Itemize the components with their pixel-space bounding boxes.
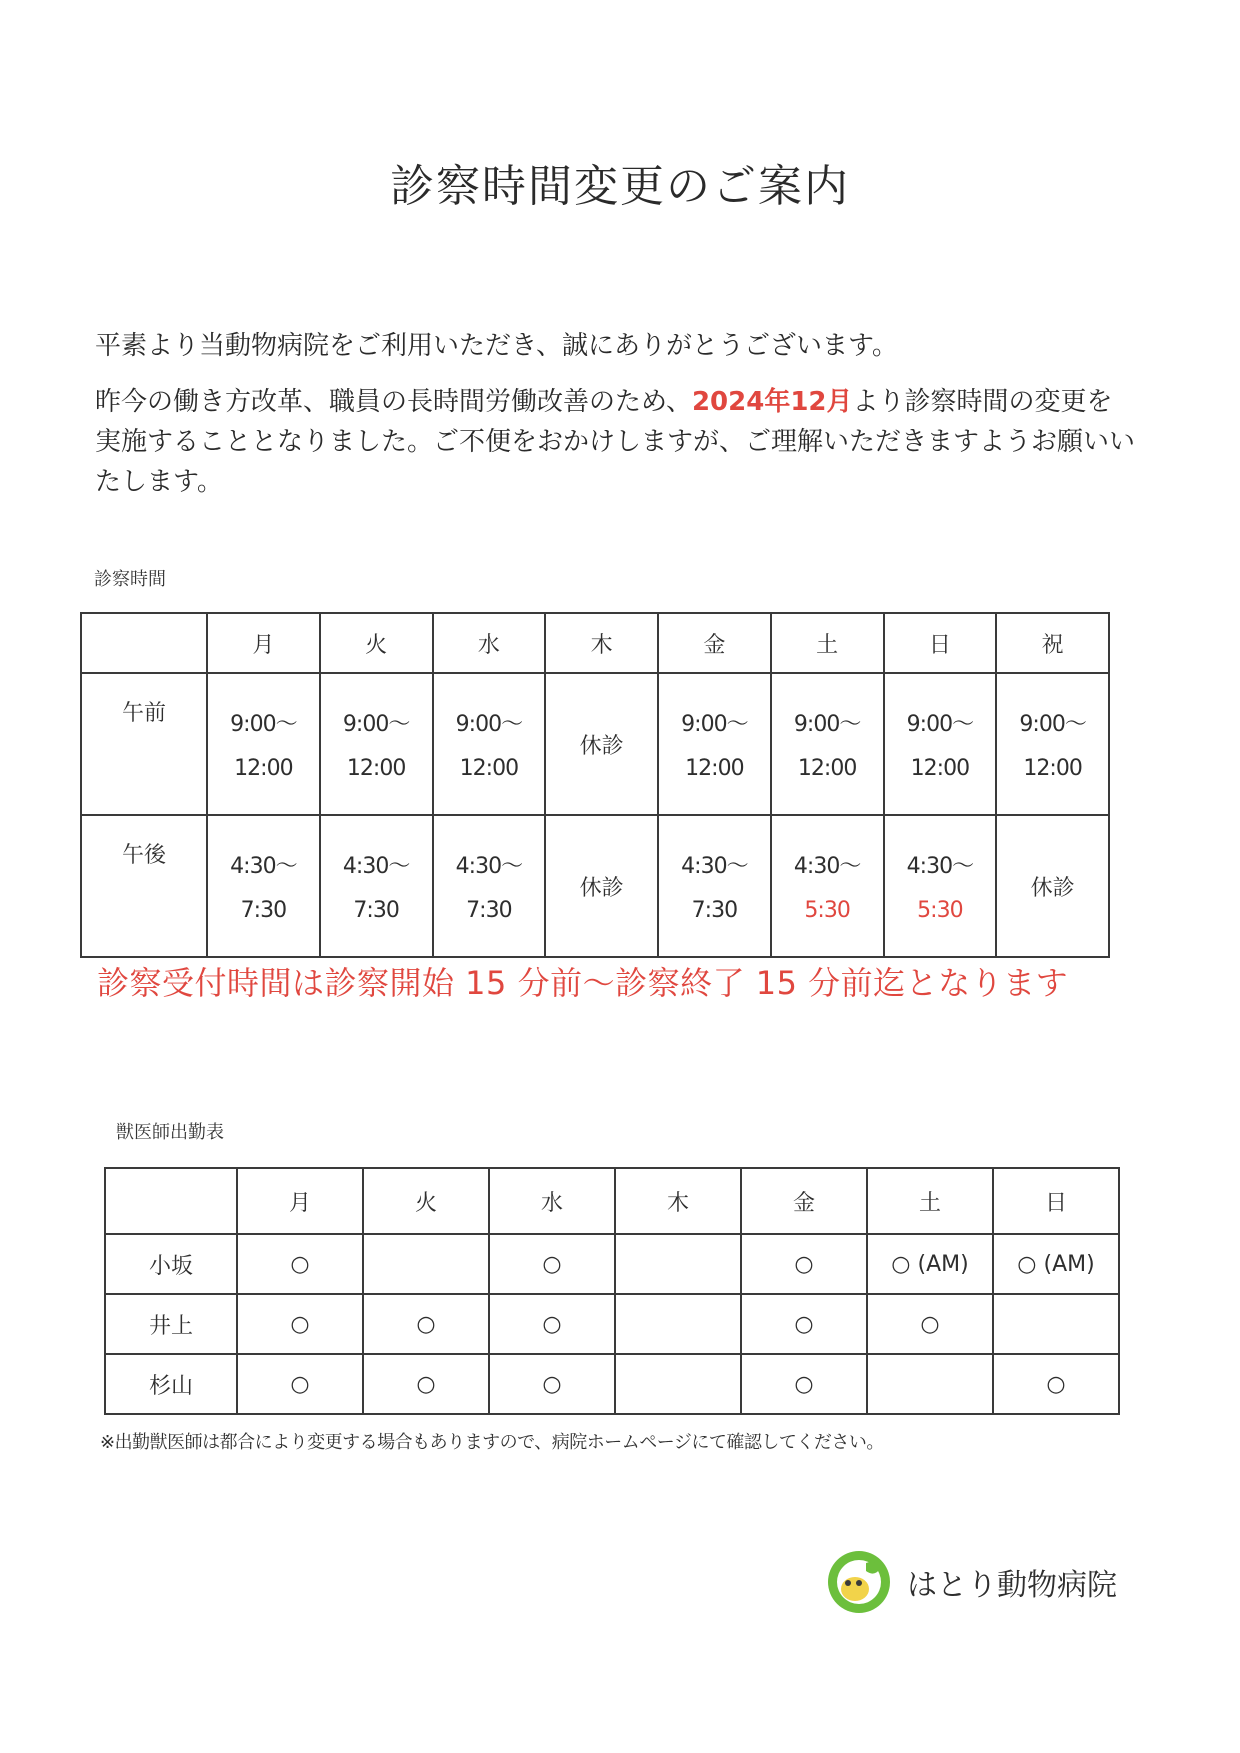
corner-cell — [81, 613, 207, 673]
close-time: 7:30 — [466, 898, 512, 923]
attendance-cell: ○ — [237, 1294, 363, 1354]
attendance-cell: ○ — [237, 1354, 363, 1414]
time-cell — [771, 815, 884, 957]
day-header: 月 — [207, 613, 320, 673]
schedule-row — [81, 815, 1109, 957]
open-time: 4:30～ — [906, 854, 974, 879]
close-time: 7:30 — [691, 898, 738, 923]
attendance-cell: ○ — [489, 1294, 615, 1354]
time-cell — [771, 673, 884, 815]
schedule-row — [81, 673, 1109, 815]
attendance-cell — [615, 1234, 741, 1294]
intro-paragraph-2 — [95, 382, 1135, 502]
attendance-cell: ○ — [741, 1294, 867, 1354]
day-header: 月 — [237, 1168, 363, 1234]
open-time: 9:00～ — [906, 712, 974, 737]
time-cell — [884, 815, 997, 957]
open-time: 4:30～ — [681, 854, 748, 879]
time-cell — [658, 815, 771, 957]
vet-attendance-table — [104, 1167, 1120, 1415]
time-cell — [320, 673, 433, 815]
day-header: 土 — [867, 1168, 993, 1234]
day-header: 日 — [993, 1168, 1119, 1234]
time-cell — [433, 673, 546, 815]
day-header: 火 — [320, 613, 433, 673]
open-time: 4:30～ — [793, 854, 861, 879]
day-header: 木 — [615, 1168, 741, 1234]
schedule-header-row — [81, 613, 1109, 673]
vet-name: 杉山 — [105, 1354, 237, 1414]
open-time: 9:00～ — [342, 712, 410, 737]
close-time: 7:30 — [240, 898, 287, 923]
page-title: 診察時間変更のご案内 — [390, 161, 850, 212]
open-time: 4:30～ — [342, 854, 410, 879]
attendance-cell — [993, 1294, 1119, 1354]
time-cell — [207, 673, 320, 815]
intro-paragraph-1: 平素より当動物病院をご利用いただき、誠にありがとうございます。 — [95, 331, 898, 361]
open-time: 9:00～ — [230, 712, 297, 737]
vet-name: 小坂 — [105, 1234, 237, 1294]
time-cell — [884, 673, 997, 815]
day-header: 火 — [363, 1168, 489, 1234]
attendance-cell — [615, 1294, 741, 1354]
closed-cell: 休診 — [545, 815, 658, 957]
attendance-cell: ○ — [489, 1354, 615, 1414]
close-time: 12:00 — [685, 756, 744, 781]
session-label: 午前 — [81, 673, 207, 815]
closed-cell: 休診 — [545, 673, 658, 815]
attendance-cell: ○ — [741, 1234, 867, 1294]
time-cell — [207, 815, 320, 957]
open-time: 4:30～ — [455, 854, 523, 879]
attendance-cell — [615, 1354, 741, 1414]
session-label: 午後 — [81, 815, 207, 957]
schedule-label: 診察時間 — [94, 569, 166, 590]
time-cell — [433, 815, 546, 957]
attendance-cell: ○ — [741, 1354, 867, 1414]
open-time: 9:00～ — [455, 712, 523, 737]
day-header: 水 — [433, 613, 546, 673]
vet-row — [105, 1354, 1119, 1414]
close-time: 12:00 — [910, 756, 970, 781]
vets-header-row — [105, 1168, 1119, 1234]
attendance-cell: ○ — [993, 1354, 1119, 1414]
footnote: ※出勤獣医師は都合により変更する場合もありますので、病院ホームページにて確認してください。 — [100, 1432, 884, 1453]
attendance-cell: ○ — [489, 1234, 615, 1294]
clinic-name: はとり動物病院 — [907, 1568, 1117, 1603]
open-time: 9:00～ — [793, 712, 861, 737]
reception-notice: 診察受付時間は診察開始 15 分前～診察終了 15 分前迄となります — [97, 964, 1069, 1002]
attendance-cell — [363, 1234, 489, 1294]
attendance-cell: ○ — [867, 1294, 993, 1354]
day-header: 土 — [771, 613, 884, 673]
open-time: 9:00～ — [1019, 712, 1086, 737]
vets-label: 獣医師出勤表 — [116, 1122, 224, 1143]
close-time: 5:30 — [804, 898, 850, 923]
day-header: 金 — [741, 1168, 867, 1234]
attendance-cell — [867, 1354, 993, 1414]
intro-p2-after: より診察時間の変更を実施することとなりました。ご不便をおかけしますが、ご理解いただきますようお願いいたします。 — [95, 387, 1136, 497]
closed-cell: 休診 — [996, 815, 1109, 957]
vet-row — [105, 1234, 1119, 1294]
day-header: 祝 — [996, 613, 1109, 673]
close-time: 12:00 — [797, 756, 857, 781]
corner-cell — [105, 1168, 237, 1234]
day-header: 水 — [489, 1168, 615, 1234]
close-time: 12:00 — [346, 756, 406, 781]
time-cell — [320, 815, 433, 957]
open-time: 4:30～ — [230, 854, 297, 879]
schedule-table — [80, 612, 1110, 958]
intro-text — [95, 326, 1135, 518]
day-header: 日 — [884, 613, 997, 673]
close-time: 12:00 — [1023, 756, 1082, 781]
open-time: 9:00～ — [681, 712, 748, 737]
intro-p2-before: 昨今の働き方改革、職員の長時間労働改善のため、 — [95, 387, 692, 417]
vet-name: 井上 — [105, 1294, 237, 1354]
attendance-cell: ○ (AM) — [993, 1234, 1119, 1294]
effective-date: 2024年12月 — [691, 387, 853, 417]
day-header: 金 — [658, 613, 771, 673]
attendance-cell: ○ — [363, 1294, 489, 1354]
vet-row — [105, 1294, 1119, 1354]
attendance-cell: ○ (AM) — [867, 1234, 993, 1294]
time-cell — [658, 673, 771, 815]
time-cell — [996, 673, 1109, 815]
close-time: 7:30 — [353, 898, 399, 923]
close-time: 12:00 — [234, 756, 293, 781]
close-time: 12:00 — [459, 756, 519, 781]
hatori-clinic-logo-icon — [826, 1549, 892, 1615]
close-time: 5:30 — [917, 898, 963, 923]
attendance-cell: ○ — [363, 1354, 489, 1414]
day-header: 木 — [545, 613, 658, 673]
attendance-cell: ○ — [237, 1234, 363, 1294]
